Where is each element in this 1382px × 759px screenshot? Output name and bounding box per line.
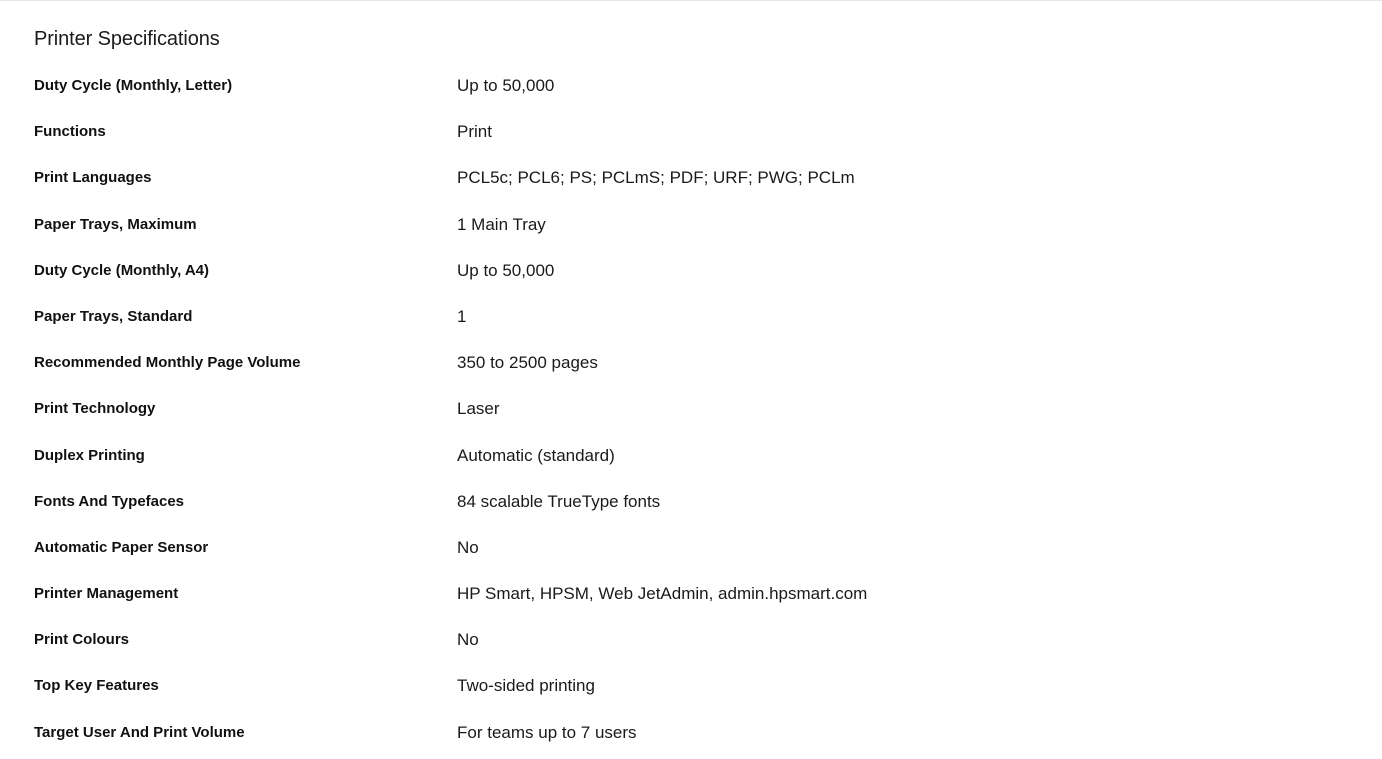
- spec-label: Printer Management: [34, 585, 179, 603]
- spec-value: Laser: [457, 399, 500, 419]
- spec-row-paper-trays-standard: [34, 293, 1354, 339]
- spec-label: Automatic Paper Sensor: [34, 538, 209, 556]
- spec-row-print-languages: [34, 154, 1354, 200]
- spec-row-automatic-paper-sensor: [34, 524, 1354, 570]
- spec-value: Automatic (standard): [457, 445, 615, 465]
- spec-value: 350 to 2500 pages: [457, 353, 598, 373]
- spec-label: Print Technology: [34, 400, 156, 418]
- spec-row-duty-cycle-a4: [34, 247, 1354, 293]
- spec-row-duplex-printing: [34, 432, 1354, 478]
- section-title: Printer Specifications: [34, 28, 220, 50]
- spec-label: Paper Trays, Standard: [34, 307, 193, 325]
- spec-row-recommended-monthly-page-volume: [34, 339, 1354, 385]
- spec-label: Top Key Features: [34, 677, 159, 695]
- spec-row-fonts-and-typefaces: [34, 478, 1354, 524]
- spec-label: Functions: [34, 123, 106, 141]
- spec-row-functions: [34, 108, 1354, 154]
- spec-row-paper-trays-maximum: [34, 201, 1354, 247]
- spec-label: Fonts And Typefaces: [34, 492, 185, 510]
- spec-value: Print: [457, 122, 492, 142]
- spec-value: Two-sided printing: [457, 676, 595, 696]
- spec-label: Paper Trays, Maximum: [34, 215, 197, 233]
- spec-row-print-colours: [34, 616, 1354, 662]
- spec-row-printer-management: [34, 570, 1354, 616]
- spec-row-print-technology: [34, 385, 1354, 431]
- spec-row-target-user-and-print-volume: [34, 709, 1354, 755]
- spec-row-top-key-features: [34, 662, 1354, 708]
- spec-value: Up to 50,000: [457, 260, 555, 280]
- spec-row-duty-cycle-letter: [34, 62, 1354, 108]
- spec-value: PCL5c; PCL6; PS; PCLmS; PDF; URF; PWG; PCLm: [457, 168, 855, 188]
- spec-value: For teams up to 7 users: [457, 722, 637, 742]
- spec-value: No: [457, 537, 479, 557]
- spec-value: 1 Main Tray: [457, 214, 546, 234]
- spec-value: 1: [457, 306, 467, 326]
- spec-label: Recommended Monthly Page Volume: [34, 354, 301, 372]
- spec-value: Up to 50,000: [457, 76, 555, 95]
- spec-label: Duty Cycle (Monthly, Letter): [34, 77, 233, 94]
- spec-value: No: [457, 630, 479, 650]
- spec-label: Print Colours: [34, 631, 130, 649]
- spec-value: 84 scalable TrueType fonts: [457, 491, 661, 511]
- spec-label: Duplex Printing: [34, 446, 145, 464]
- spec-label: Target User And Print Volume: [34, 723, 245, 741]
- top-divider: [0, 0, 1382, 1]
- spec-label: Print Languages: [34, 169, 152, 187]
- spec-value: HP Smart, HPSM, Web JetAdmin, admin.hpsmart.com: [457, 584, 868, 604]
- spec-label: Duty Cycle (Monthly, A4): [34, 261, 210, 279]
- spec-list: [34, 62, 1354, 755]
